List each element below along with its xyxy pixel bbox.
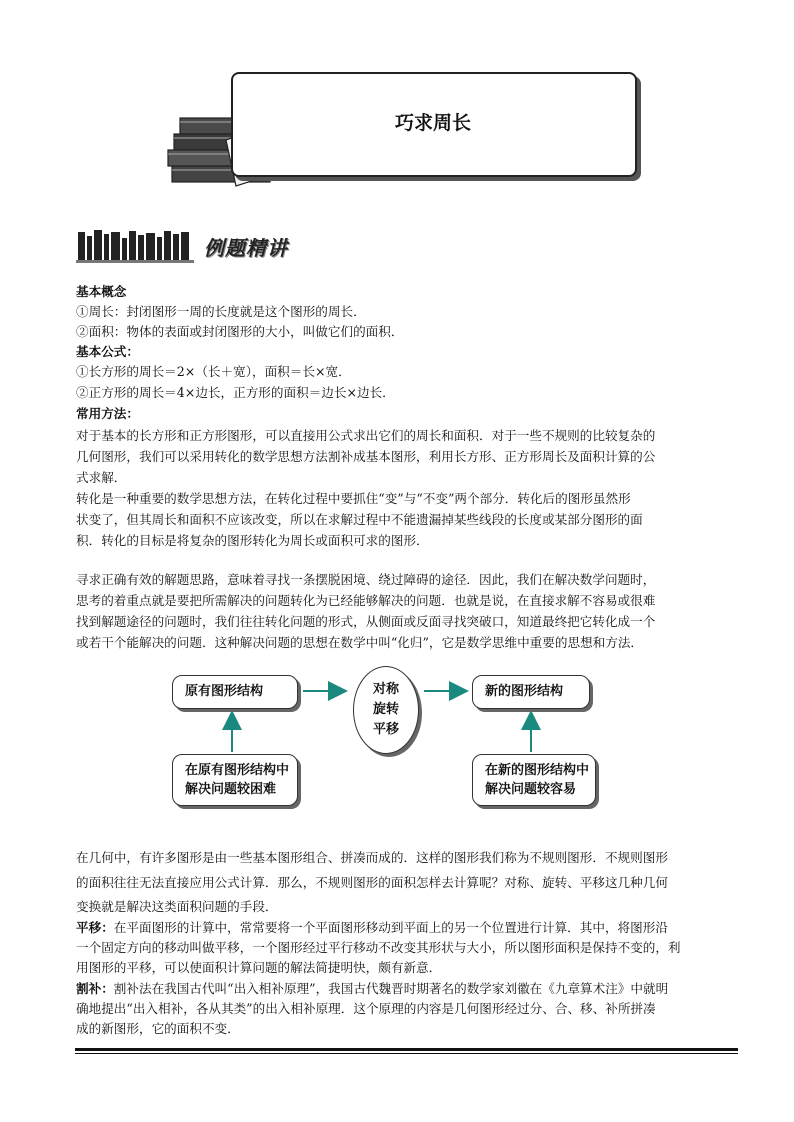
methods-line: 几何图形，我们可以采用转化的数学思想方法割补成基本图形，利用长方形、正方形周长及面积计算的公	[76, 449, 656, 464]
translation-text: 在平面图形的计算中，常常要将一个平面图形移动到平面上的另一个位置进行计算．其中，将图形沿	[113, 920, 668, 935]
new-structure-box	[472, 675, 590, 709]
paragraph-line: 变换就是解决这类面积问题的手段．	[76, 899, 278, 914]
methods-line: 对于基本的长方形和正方形图形，可以直接用公式求出它们的周长和面积．对于一些不规则的比较复杂的	[76, 428, 656, 443]
page-title: 巧求周长	[394, 112, 471, 134]
cutfill-line	[76, 979, 668, 999]
methods-line: 积．转化的目标是将复杂的图形转化为周长或面积可求的图形．	[76, 533, 429, 548]
translation-line: 用图形的平移，可以使面积计算问题的解法简捷明快，颇有新意．	[76, 960, 442, 975]
new-easy-line: 在新的图形结构中	[485, 763, 590, 778]
formula-item: ②正方形的周长＝4×边长，正方形的面积＝边长×边长．	[76, 385, 395, 400]
translation-line: 一个固定方向的移动叫做平移，一个图形经过平行移动不改变其形状与大小，所以图形面积是保持不变的，利	[76, 940, 681, 955]
original-structure-label: 原有图形结构	[185, 684, 264, 699]
new-structure-label: 新的图形结构	[485, 684, 564, 699]
paragraph-line: 找到解题途径的问题时，我们往往转化问题的形式，从侧面或反面寻找突破口，知道最终把它转化成一个	[76, 614, 656, 629]
cutfill-text: 割补法在我国古代叫“出入相补原理”，我国古代魏晋时期著名的数学家刘徽在《九章算术注》中就明	[113, 981, 669, 996]
op-rotation: 旋转	[372, 702, 399, 717]
op-translation: 平移	[372, 722, 399, 737]
concept-item: ①周长：封闭图形一周的长度就是这个图形的周长．	[76, 304, 366, 319]
translation-label: 平移：	[76, 920, 114, 935]
op-symmetry: 对称	[372, 682, 399, 697]
paragraph-line: 的面积往往无法直接应用公式计算．那么，不规则图形的面积怎样去计算呢？对称、旋转、平移这几种几何	[76, 875, 668, 890]
footer-rule-thin	[75, 1053, 738, 1054]
cutfill-line: 确地提出“出入相补，各从其类”的出入相补原理．这个原理的内容是几何图形经过分、合、移、补所拼凑	[76, 1001, 656, 1016]
footer-rule-thick	[75, 1048, 738, 1051]
concepts-heading: 基本概念	[76, 284, 127, 299]
cutfill-line: 成的新图形，它的面积不变．	[76, 1021, 240, 1036]
original-hard-line: 在原有图形结构中	[185, 763, 290, 778]
methods-heading: 常用方法：	[76, 406, 139, 421]
new-easy-line: 解决问题较容易	[485, 782, 577, 797]
formulas-heading: 基本公式：	[76, 344, 139, 359]
cutfill-label: 割补：	[76, 981, 114, 996]
paragraph-line: 思考的着重点就是要把所需解决的问题转化为已经能够解决的问题．也就是说，在直接求解不容易或很难	[76, 593, 656, 608]
formula-item: ①长方形的周长＝2×（长＋宽），面积＝长×宽．	[76, 364, 351, 379]
original-structure-box	[172, 675, 298, 709]
methods-line: 状变了，但其周长和面积不应该改变，所以在求解过程中不能遗漏掉某些线段的长度或某部分图形的面	[76, 512, 643, 527]
transform-ops-oval	[353, 666, 419, 754]
translation-line	[76, 918, 668, 938]
new-easy-box	[472, 754, 596, 806]
section-title: 例题精讲	[204, 236, 288, 260]
methods-line: 式求解．	[76, 470, 127, 485]
original-hard-line: 解决问题较困难	[185, 782, 277, 797]
original-hard-box	[172, 754, 298, 806]
methods-line: 转化是一种重要的数学思想方法，在转化过程中要抓住“变”与“不变”两个部分．转化后的图形虽然形	[76, 491, 631, 506]
paragraph-line: 或若干个能解决的问题．这种解决问题的思想在数学中叫“化归”，它是数学思维中重要的思想和方法．	[76, 635, 644, 650]
concept-item: ②面积：物体的表面或封闭图形的大小，叫做它们的面积．	[76, 324, 404, 339]
paragraph-line: 在几何中，有许多图形是由一些基本图形组合、拼凑而成的．这样的图形我们称为不规则图形．不规则图形	[76, 850, 668, 865]
paragraph-line: 寻求正确有效的解题思路，意味着寻找一条摆脱困境、绕过障碍的途径．因此，我们在解决数学问题时，	[76, 572, 656, 587]
